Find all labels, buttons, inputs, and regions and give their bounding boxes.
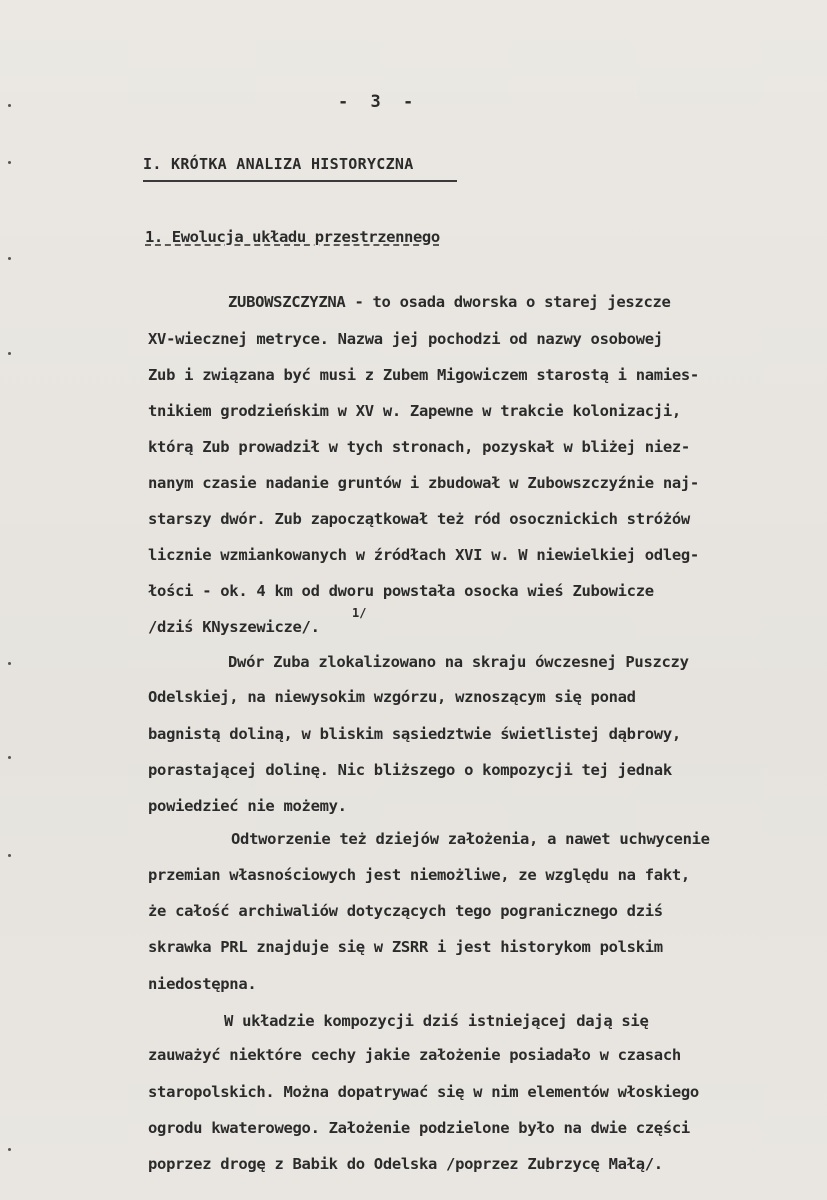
binding-mark — [8, 257, 11, 260]
heading-underline — [143, 180, 457, 182]
text-line: Dwór Zuba zlokalizowano na skraju ówczesnej Puszczy — [228, 653, 689, 671]
text-line: że całość archiwaliów dotyczących tego pogranicznego dziś — [148, 902, 663, 920]
text-line: Zub i związana być musi z Zubem Migowiczem starostą i namies- — [148, 366, 699, 384]
binding-mark — [8, 756, 11, 759]
footnote-reference: 1/ — [352, 606, 367, 620]
section-heading: I. KRÓTKA ANALIZA HISTORYCZNA — [143, 155, 414, 173]
text-line: starszy dwór. Zub zapoczątkował też ród osocznickich stróżów — [148, 510, 690, 528]
text-line: bagnistą doliną, w bliskim sąsiedztwie świetlistej dąbrowy, — [148, 725, 681, 743]
text-line: skrawka PRL znajduje się w ZSRR i jest historykom polskim — [148, 938, 663, 956]
text-line: łości - ok. 4 km od dworu powstała osocka wieś Zubowicze — [148, 582, 654, 600]
text-line: XV-wiecznej metryce. Nazwa jej pochodzi od nazwy osobowej — [148, 330, 663, 348]
text-line: tnikiem grodzieńskim w XV w. Zapewne w trakcie kolonizacji, — [148, 402, 681, 420]
text-line: ZUBOWSZCZYZNA - to osada dworska o starej jeszcze — [228, 293, 671, 311]
binding-mark — [8, 104, 11, 107]
binding-mark — [8, 854, 11, 857]
text-line: /dziś KNyszewicze/. — [148, 618, 320, 636]
text-line: którą Zub prowadził w tych stronach, pozyskał w bliżej niez- — [148, 438, 690, 456]
binding-mark — [8, 1148, 11, 1151]
text-line: niedostępna. — [148, 975, 257, 993]
text-line: poprzez drogę z Babik do Odelska /poprzez Zubrzycę Małą/. — [148, 1155, 663, 1173]
text-line: staropolskich. Można dopatrywać się w nim elementów włoskiego — [148, 1083, 699, 1101]
text-line: nanym czasie nadanie gruntów i zbudował w Zubowszczyźnie naj- — [148, 474, 699, 492]
subsection-heading: 1. Ewolucja układu przestrzennego — [145, 228, 440, 246]
text-line: przemian własnościowych jest niemożliwe, ze względu na fakt, — [148, 866, 690, 884]
text-line: licznie wzmiankowanych w źródłach XVI w. W niewielkiej odleg- — [148, 546, 699, 564]
binding-mark — [8, 662, 11, 665]
text-line: Odelskiej, na niewysokim wzgórzu, wznoszącym się ponad — [148, 688, 636, 706]
text-line: Odtworzenie też dziejów założenia, a nawet uchwycenie — [231, 830, 710, 848]
text-line: zauważyć niektóre cechy jakie założenie posiadało w czasach — [148, 1046, 681, 1064]
text-line: powiedzieć nie możemy. — [148, 797, 347, 815]
page-number: - 3 - — [338, 92, 420, 112]
text-line: W układzie kompozycji dziś istniejącej dają się — [224, 1012, 649, 1030]
binding-mark — [8, 161, 11, 164]
text-line: porastającej dolinę. Nic bliższego o kompozycji tej jednak — [148, 761, 672, 779]
binding-mark — [8, 352, 11, 355]
text-line: ogrodu kwaterowego. Założenie podzielone było na dwie części — [148, 1119, 690, 1137]
